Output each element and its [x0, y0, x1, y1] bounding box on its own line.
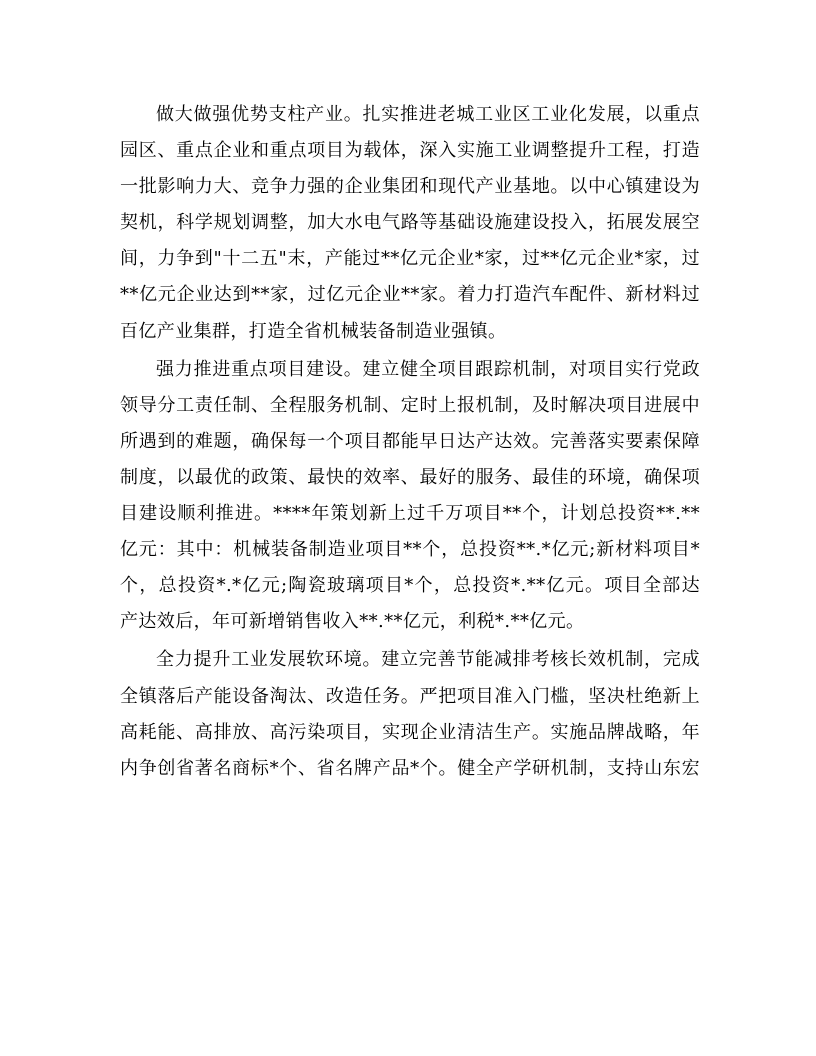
- text-line: 高耗能、高排放、高污染项目，实现企业清洁生产。实施品牌战略，年: [120, 721, 700, 743]
- text-line: 领导分工责任制、全程服务机制、定时上报机制，及时解决项目进展中: [120, 394, 700, 416]
- document-body: [120, 97, 700, 789]
- text-line: **亿元企业达到**家，过亿元企业**家。着力打造汽车配件、新材料过: [120, 284, 700, 306]
- text-line: 全镇落后产能设备淘汰、改造任务。严把项目准入门槛，坚决杜绝新上: [120, 685, 700, 707]
- text-line: 个，总投资*.*亿元;陶瓷玻璃项目*个，总投资*.**亿元。项目全部达: [120, 575, 700, 597]
- paragraph-environment: [120, 642, 700, 786]
- text-line: 做大做强优势支柱产业。扎实推进老城工业区工业化发展，以重点: [156, 104, 700, 125]
- text-line: 产达效后，年可新增销售收入**.**亿元，利税*.**亿元。: [120, 611, 585, 633]
- text-line: 一批影响力大、竞争力强的企业集团和现代产业基地。以中心镇建设为: [120, 176, 700, 198]
- paragraph-projects: [120, 352, 700, 641]
- text-line: 亿元：其中：机械装备制造业项目**个，总投资**.*亿元;新材料项目*: [120, 539, 700, 561]
- text-line: 所遇到的难题，确保每一个项目都能早日达产达效。完善落实要素保障: [120, 430, 700, 452]
- paragraph-industry: [120, 97, 700, 350]
- text-line: 园区、重点企业和重点项目为载体，深入实施工业调整提升工程，打造: [120, 140, 700, 162]
- text-line: 强力推进重点项目建设。建立健全项目跟踪机制，对项目实行党政: [156, 358, 700, 380]
- text-line: 百亿产业集群，打造全省机械装备制造业强镇。: [120, 320, 507, 342]
- text-line: 契机，科学规划调整，加大水电气路等基础设施建设投入，拓展发展空: [120, 212, 700, 234]
- text-line: 制度，以最优的政策、最快的效率、最好的服务、最佳的环境，确保项: [120, 466, 700, 488]
- text-line: 内争创省著名商标*个、省名牌产品*个。健全产学研机制，支持山东宏: [120, 757, 700, 779]
- text-line: 间，力争到"十二五"末，产能过**亿元企业*家，过**亿元企业*家，过: [120, 248, 700, 270]
- text-line: 全力提升工业发展软环境。建立完善节能减排考核长效机制，完成: [156, 649, 700, 671]
- text-line: 目建设顺利推进。****年策划新上过千万项目**个，计划总投资**.**: [120, 503, 700, 525]
